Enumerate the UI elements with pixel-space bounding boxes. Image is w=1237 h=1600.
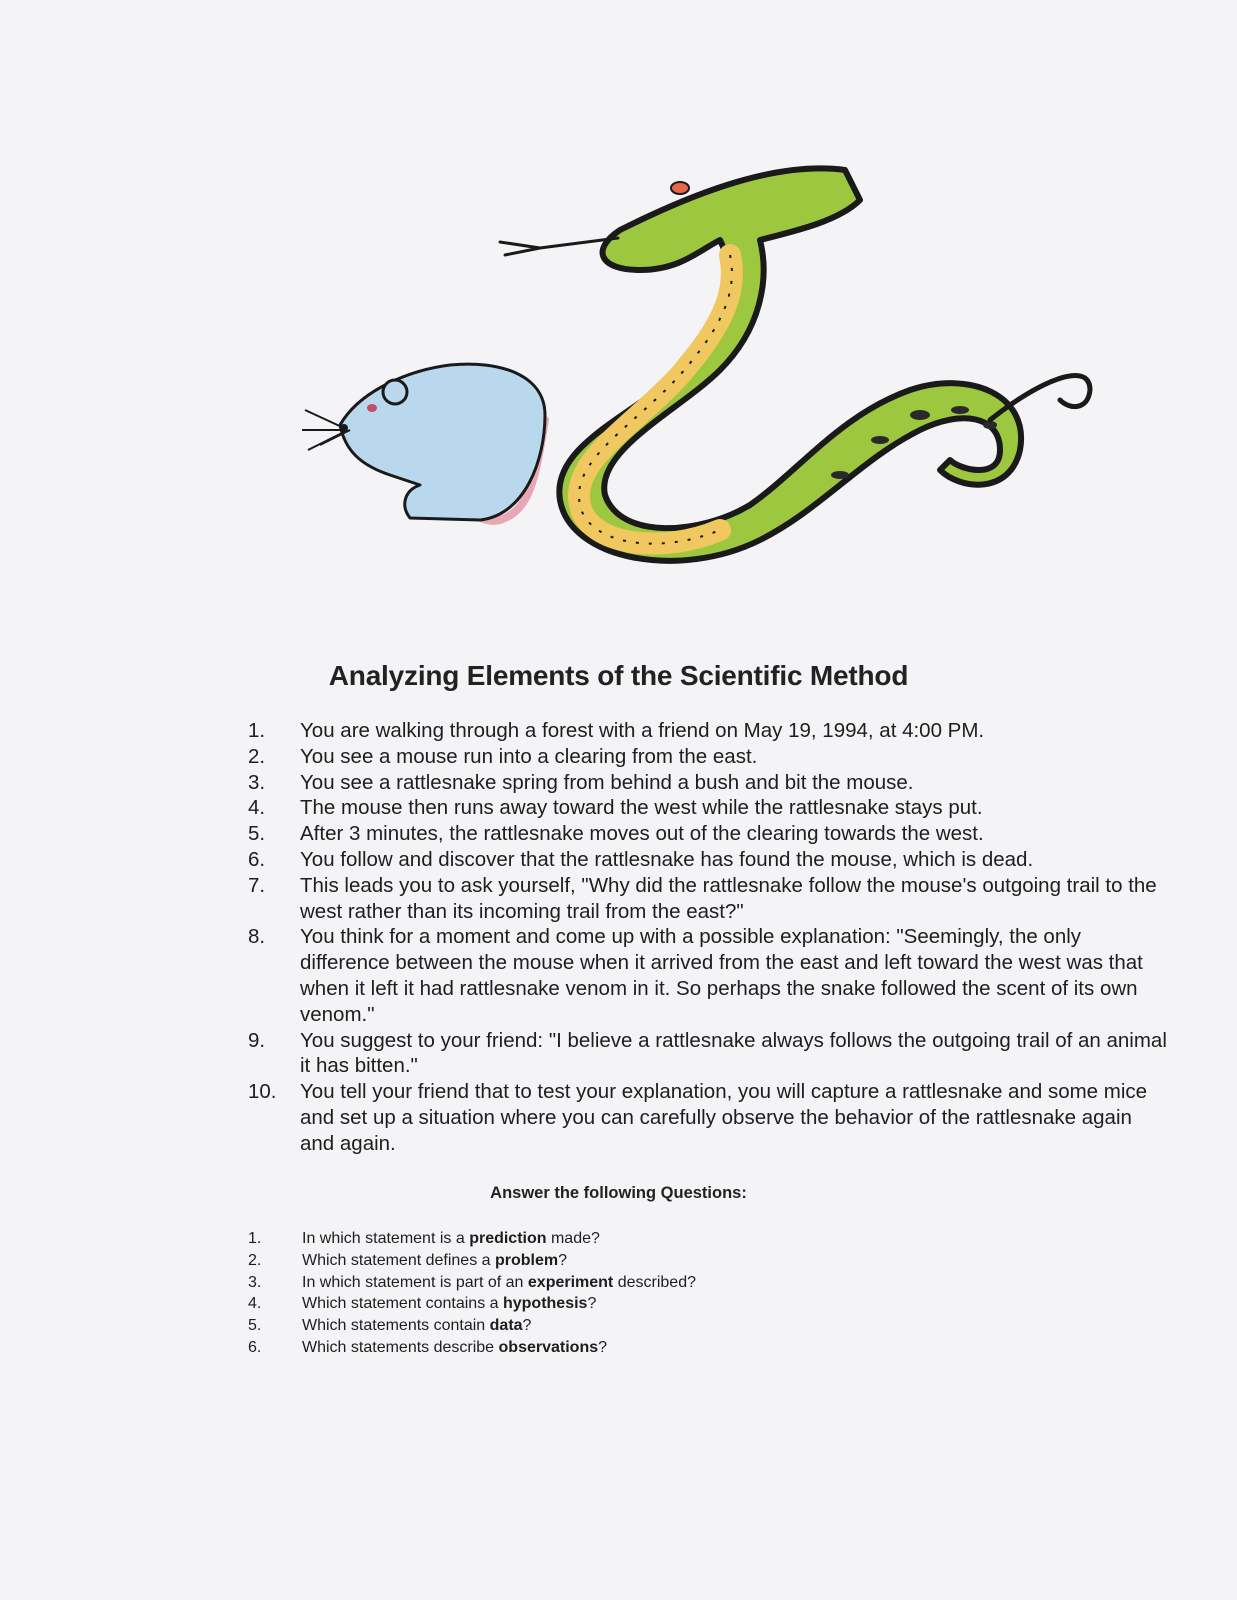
statement-item <box>248 1028 1168 1080</box>
statement-list <box>248 718 1168 1157</box>
mouse-illustration <box>302 364 545 521</box>
statement-number: 10. <box>248 1080 277 1104</box>
statement-text: You see a rattlesnake spring from behind a bush and bit the mouse. <box>300 770 914 794</box>
question-text: Which statement contains a hypothesis? <box>302 1295 597 1313</box>
statement-text: You suggest to your friend: "I believe a rattlesnake always follows the outgoing trail of an animal it has bitten." <box>300 1028 1167 1078</box>
page-title: Analyzing Elements of the Scientific Method <box>328 660 909 691</box>
cut-off-line <box>248 1358 648 1366</box>
question-text: Which statements describe observations? <box>302 1338 608 1356</box>
question-item <box>248 1272 948 1294</box>
statement-item <box>248 873 1168 925</box>
question-text: Which statements contain data? <box>302 1317 532 1335</box>
statement-item <box>248 795 1168 821</box>
statement-number: 5. <box>248 822 266 846</box>
statement-text: You tell your friend that to test your explanation, you will capture a rattlesnake and some mice and set up a situation where you can carefully observe the behavior of the rattlesnake again and again. <box>300 1080 1148 1155</box>
statement-text: You follow and discover that the rattlesnake has found the mouse, which is dead. <box>300 847 1034 871</box>
statement-number: 1. <box>248 719 266 742</box>
statement-item <box>248 770 1168 796</box>
statement-text: After 3 minutes, the rattlesnake moves out of the clearing towards the west. <box>300 822 984 846</box>
question-number: 4. <box>248 1295 262 1313</box>
question-item <box>248 1228 948 1250</box>
statement-number: 8. <box>248 925 266 949</box>
snake-and-mouse-illustration <box>300 160 1120 600</box>
question-text: In which statement is a prediction made? <box>302 1230 600 1247</box>
blank-page-area <box>0 1366 1237 1600</box>
question-number: 1. <box>248 1230 262 1247</box>
statement-item <box>248 718 1168 744</box>
question-item <box>248 1337 948 1359</box>
statement-number: 9. <box>248 1028 266 1052</box>
statement-number: 6. <box>248 847 266 871</box>
question-text: In which statement is part of an experiment described? <box>302 1273 696 1291</box>
statement-item <box>248 821 1168 847</box>
statement-item <box>248 1079 1168 1156</box>
question-item <box>248 1315 948 1337</box>
statement-text: This leads you to ask yourself, "Why did the rattlesnake follow the mouse's outgoing trail to the west rather than its incoming trail from the east?" <box>300 873 1157 923</box>
statement-number: 4. <box>248 796 266 820</box>
statement-text: You see a mouse run into a clearing from the east. <box>300 744 758 768</box>
question-item <box>248 1293 948 1315</box>
question-text: Which statement defines a problem? <box>302 1251 568 1269</box>
question-list <box>248 1228 948 1359</box>
statement-text: You think for a moment and come up with a possible explanation: "Seemingly, the only difference between the mouse when it arrived from the east and left toward the west was that when it left it had rattlesnake venom in it. So perhaps the snake followed the scent of its own venom." <box>300 925 1143 1026</box>
question-number: 5. <box>248 1317 262 1335</box>
snake-illustration <box>500 168 1090 560</box>
question-number: 3. <box>248 1273 262 1291</box>
statement-text: The mouse then runs away toward the west while the rattlesnake stays put. <box>300 796 983 820</box>
statement-item <box>248 924 1168 1027</box>
statement-number: 3. <box>248 770 266 794</box>
statement-item <box>248 744 1168 770</box>
statement-text: You are walking through a forest with a friend on May 19, 1994, at 4:00 PM. <box>300 719 985 742</box>
statement-item <box>248 847 1168 873</box>
question-item <box>248 1250 948 1272</box>
statement-number: 7. <box>248 873 266 897</box>
question-number: 2. <box>248 1251 262 1269</box>
question-number: 6. <box>248 1338 262 1356</box>
statement-number: 2. <box>248 744 266 768</box>
questions-heading: Answer the following Questions: <box>490 1184 747 1202</box>
